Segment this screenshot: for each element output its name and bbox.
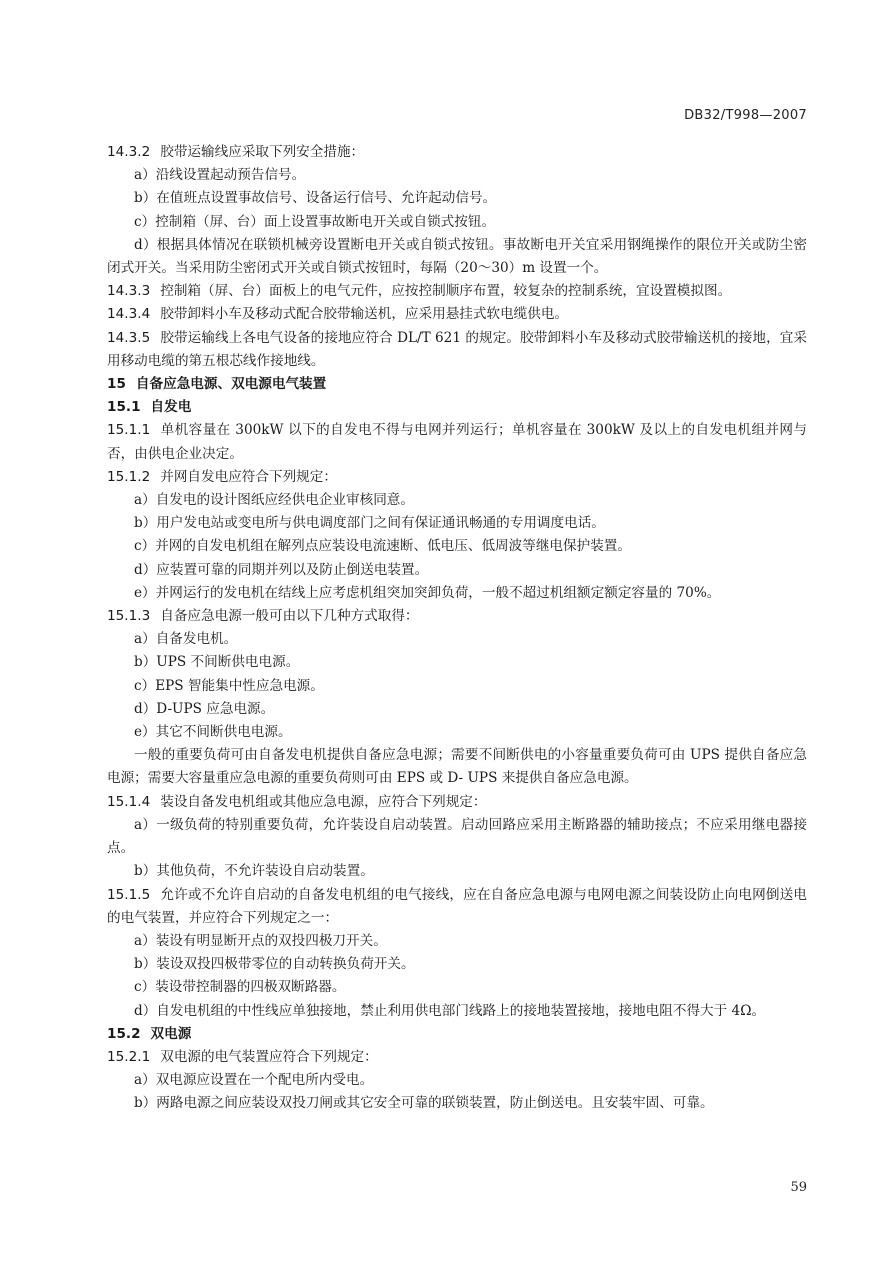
clause-number: 14.3.4 (107, 306, 151, 323)
clause-text: 控制箱（屏、台）面板上的电气元件，应按控制顺序布置，较复杂的控制系统，宜设置模拟图。 (160, 283, 732, 300)
item-text: b）用户发电站或变电所与供电调度部门之间有保证通讯畅通的专用调度电话。 (134, 515, 605, 532)
list-item (107, 1069, 807, 1092)
clause-number: 14.3.3 (107, 283, 151, 300)
list-item (107, 234, 807, 280)
clause (107, 419, 807, 465)
list-item (107, 721, 807, 744)
clause (107, 605, 807, 628)
item-text: d）根据具体情况在联锁机械旁设置断电开关或自锁式按钮。事故断电开关宜采用钢绳操作的限位开关或防尘密闭式开关。当采用防尘密闭式开关或自锁式按钮时，每隔（20～30）m 设置一个。 (107, 236, 807, 277)
clause-number: 14.3.2 (107, 144, 151, 160)
clause-number: 15.1.5 (107, 886, 151, 903)
section-title: 自发电 (150, 399, 192, 416)
clause-number: 15.1.4 (107, 793, 151, 810)
clause-text: 允许或不允许自启动的自备发电机组的电气接线，应在自备应急电源与电网电源之间装设防止向电网倒送电的电气装置，并应符合下列规定之一： (107, 886, 807, 926)
clause-number: 15.1.2 (107, 468, 151, 485)
item-text: e）其它不间断供电电源。 (134, 724, 292, 741)
list-item (107, 651, 807, 674)
clause (107, 1046, 807, 1069)
list-item (107, 582, 807, 605)
list-item (107, 535, 807, 558)
clause-text: 双电源的电气装置应符合下列规定： (160, 1048, 378, 1065)
list-item (107, 675, 807, 698)
item-text: a）装设有明显断开点的双投四极刀开关。 (134, 932, 387, 949)
list-item (107, 976, 807, 999)
item-text: e）并网运行的发电机在结线上应考虑机组突加突卸负荷，一般不超过机组额定额定容量的 70%。 (134, 584, 721, 601)
list-item (107, 1000, 807, 1023)
list-item (107, 1092, 807, 1115)
list-item (107, 930, 807, 953)
item-text: a）沿线设置起动预告信号。 (134, 167, 306, 184)
item-text: d）应装置可靠的同期并列以及防止倒送电装置。 (134, 561, 429, 578)
item-text: c）EPS 智能集中性应急电源。 (134, 677, 324, 694)
item-text: c）控制箱（屏、台）面上设置事故断电开关或自锁式按钮。 (134, 213, 496, 230)
item-text: a）双电源应设置在一个配电所内受电。 (134, 1072, 374, 1089)
clause (107, 884, 807, 930)
list-item (107, 953, 807, 976)
section-heading (107, 396, 807, 419)
clause-text: 自备应急电源一般可由以下几种方式取得： (160, 608, 419, 625)
list-item (107, 744, 807, 790)
section-number: 15 (107, 376, 126, 393)
list-item (107, 187, 807, 210)
clause-text: 装设自备发电机组或其他应急电源，应符合下列规定： (160, 793, 487, 810)
clause (107, 466, 807, 489)
item-text: d）自发电机组的中性线应单独接地，禁止利用供电部门线路上的接地装置接地，接地电阻不得大于 4Ω。 (134, 1002, 766, 1019)
list-item (107, 512, 807, 535)
section-heading (107, 373, 807, 396)
item-text: b）其他负荷，不允许装设自启动装置。 (134, 863, 374, 880)
list-item (107, 211, 807, 234)
list-item (107, 814, 807, 860)
clause-text: 胶带运输线上各电气设备的接地应符合 DL/T 621 的规定。胶带卸料小车及移动式胶带输送机的接地，宜采用移动电缆的第五根芯线作接地线。 (107, 329, 807, 369)
item-text: c）装设带控制器的四极双断路器。 (134, 979, 346, 996)
section-heading (107, 1023, 807, 1046)
item-text: b）UPS 不间断供电电源。 (134, 654, 300, 671)
list-item (107, 698, 807, 721)
clause-number: 15.1.3 (107, 608, 151, 625)
clause (107, 303, 807, 326)
list-item (107, 164, 807, 187)
item-text: d）D-UPS 应急电源。 (134, 700, 275, 717)
list-item (107, 860, 807, 883)
clause-text: 胶带卸料小车及移动式配合胶带输送机，应采用悬挂式软电缆供电。 (160, 306, 569, 323)
item-text: b）两路电源之间应装设双投刀闸或其它安全可靠的联锁装置，防止倒送电。且安装牢固、可靠。 (134, 1095, 714, 1112)
item-text: b）在值班点设置事故信号、设备运行信号、允许起动信号。 (134, 190, 497, 207)
standard-code: DB32/T998—2007 (684, 108, 807, 123)
clause (107, 280, 807, 303)
section-number: 15.2 (107, 1025, 141, 1042)
list-item (107, 489, 807, 512)
document-body (107, 141, 807, 1116)
clause-text: 胶带运输线应采取下列安全措施： (160, 144, 365, 160)
item-text: a）一级负荷的特别重要负荷，允许装设自启动装置。启动回路应采用主断路器的辅助接点；不应采用继电器接点。 (107, 816, 807, 857)
clause-number: 15.2.1 (107, 1048, 151, 1065)
clause (107, 327, 807, 373)
list-item (107, 628, 807, 651)
section-title: 自备应急电源、双电源电气装置 (135, 376, 327, 393)
item-text: 一般的重要负荷可由自备发电机提供自备应急电源；需要不间断供电的小容量重要负荷可由 UPS 提供自备应急电源；需要大容量重应急电源的重要负荷则可由 EPS 或 D- UPS 来提供自备应急电源。 (107, 747, 807, 787)
clause (107, 791, 807, 814)
clause-number: 14.3.5 (107, 329, 151, 346)
item-text: a）自备发电机。 (134, 631, 238, 648)
clause-text: 并网自发电应符合下列规定： (160, 468, 337, 485)
section-number: 15.1 (107, 399, 141, 416)
item-text: c）并网的自发电机组在解列点应装设电流速断、低电压、低周波等继电保护装置。 (134, 538, 631, 555)
section-title: 双电源 (150, 1025, 192, 1042)
clause-text: 单机容量在 300kW 以下的自发电不得与电网并列运行；单机容量在 300kW 及以上的自发电机组并网与否，由供电企业决定。 (107, 422, 807, 462)
clause (107, 141, 807, 164)
item-text: a）自发电的设计图纸应经供电企业审核同意。 (134, 492, 414, 509)
item-text: b）装设双投四极带零位的自动转换负荷开关。 (134, 956, 415, 973)
page-number: 59 (790, 1180, 807, 1195)
clause-number: 15.1.1 (107, 422, 151, 439)
list-item (107, 559, 807, 582)
